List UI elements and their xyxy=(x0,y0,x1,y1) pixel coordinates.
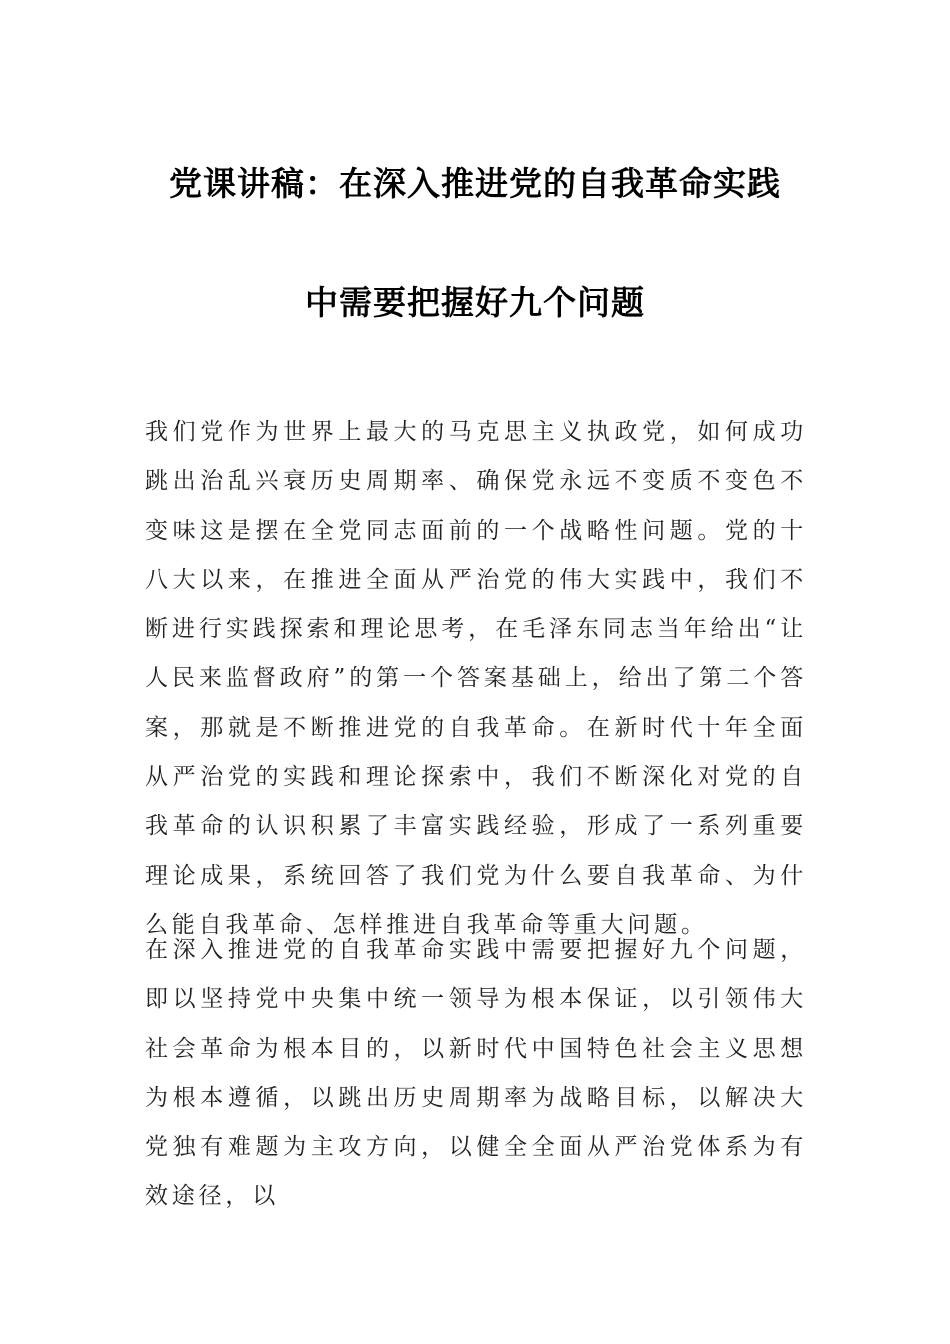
body-paragraph-1: 我们党作为世界上最大的马克思主义执政党，如何成功跳出治乱兴衰历史周期率、确保党永远不变质不变色不变味这是摆在全党同志面前的一个战略性问题。党的十八大以来，在推进全面从严治党的伟大实践中，我们不断进行实践探索和理论思考，在毛泽东同志当年给出“让人民来监督政府”的第一个答案基础上，给出了第二个答案，那就是不断推进党的自我革命。在新时代十年全面从严治党的实践和理论探索中，我们不断深化对党的自我革命的认识积累了丰富实践经验，形成了一系列重要理论成果，系统回答了我们党为什么要自我革命、为什么能自我革命、怎样推进自我革命等重大问题。 xyxy=(145,419,807,938)
document-title-line-1: 党课讲稿：在深入推进党的自我革命实践 xyxy=(169,164,781,203)
document-title-line-2: 中需要把握好九个问题 xyxy=(305,283,645,322)
body-paragraph-2: 在深入推进党的自我革命实践中需要把握好九个问题，即以坚持党中央集中统一领导为根本保证，以引领伟大社会革命为根本目的，以新时代中国特色社会主义思想为根本遵循，以跳出历史周期率为战略目标，以解决大党独有难题为主攻方向，以健全全面从严治党体系为有效途径，以 xyxy=(145,937,807,1210)
